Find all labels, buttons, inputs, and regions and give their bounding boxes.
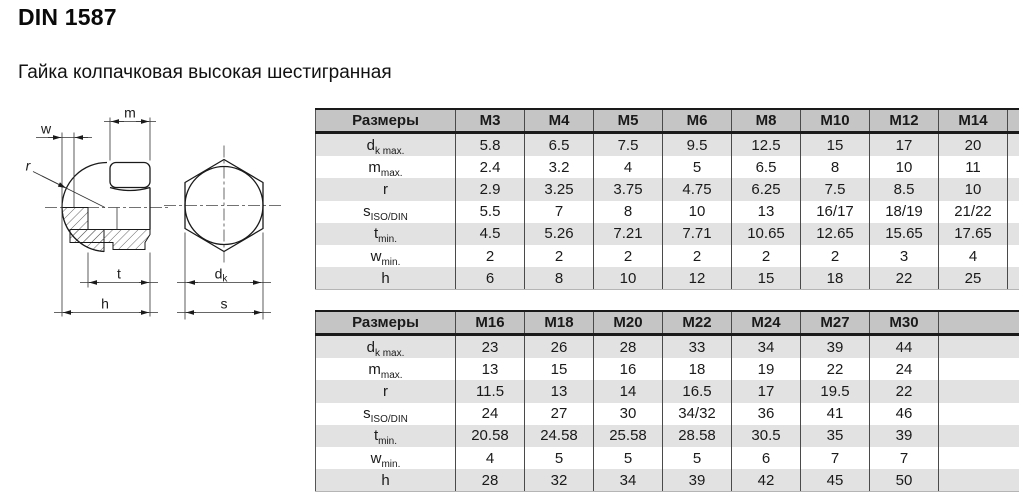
- value-cell: 28.58: [663, 425, 732, 447]
- value-cell: 7.71: [663, 223, 732, 245]
- filler-cell: [1008, 133, 1019, 157]
- value-cell: 25: [939, 267, 1008, 290]
- size-column-header: M10: [801, 109, 870, 133]
- parameter-symbol: h: [381, 471, 390, 489]
- dim-label-m: m: [124, 104, 136, 121]
- parameter-subscript: ISO/DIN: [370, 212, 408, 224]
- cap-nut-drawing-svg: [0, 103, 310, 328]
- size-corner-header: Размеры: [316, 311, 456, 335]
- filler-cell: [939, 380, 1019, 402]
- value-cell: 44: [870, 335, 939, 359]
- parameter-symbol: r: [383, 180, 388, 198]
- table-row: [316, 358, 1019, 380]
- value-cell: 25.58: [594, 425, 663, 447]
- value-cell: 14: [594, 380, 663, 402]
- value-cell: 6.5: [732, 156, 801, 178]
- size-column-header: M8: [732, 109, 801, 133]
- value-cell: 2: [732, 245, 801, 267]
- value-cell: 39: [663, 469, 732, 492]
- value-cell: 24: [870, 358, 939, 380]
- value-cell: 24: [456, 403, 525, 425]
- value-cell: 6.25: [732, 178, 801, 200]
- value-cell: 15: [801, 133, 870, 157]
- value-cell: 4: [594, 156, 663, 178]
- value-cell: 2: [594, 245, 663, 267]
- value-cell: 5.8: [456, 133, 525, 157]
- value-cell: 12.65: [801, 223, 870, 245]
- value-cell: 5.5: [456, 201, 525, 223]
- dimension-table-2-anchor: [315, 310, 1019, 492]
- value-cell: 11.5: [456, 380, 525, 402]
- value-cell: 19.5: [801, 380, 870, 402]
- size-column-header: M3: [456, 109, 525, 133]
- value-cell: 12.5: [732, 133, 801, 157]
- parameter-symbol: s: [363, 405, 371, 423]
- parameter-symbol: m: [368, 360, 381, 378]
- value-cell: 21/22: [939, 201, 1008, 223]
- r-arrow: [42, 176, 66, 188]
- parameter-label-cell: [316, 447, 456, 469]
- value-cell: 7.5: [801, 178, 870, 200]
- value-cell: 32: [525, 469, 594, 492]
- value-cell: 8: [594, 201, 663, 223]
- dim-label-w: w: [40, 120, 52, 137]
- parameter-subscript: k max.: [374, 347, 405, 359]
- parameter-label-cell: [316, 245, 456, 267]
- value-cell: 8.5: [870, 178, 939, 200]
- size-column-header: M14: [939, 109, 1008, 133]
- value-cell: 7: [801, 447, 870, 469]
- value-cell: 8: [801, 156, 870, 178]
- value-cell: 8: [525, 267, 594, 290]
- filler-cell: [1008, 156, 1019, 178]
- cap-nut-front-view: [164, 146, 284, 320]
- dim-label-t: t: [117, 265, 121, 282]
- value-cell: 2.4: [456, 156, 525, 178]
- value-cell: 19: [732, 358, 801, 380]
- value-cell: 5: [663, 156, 732, 178]
- value-cell: 3: [870, 245, 939, 267]
- value-cell: 22: [870, 267, 939, 290]
- value-cell: 34: [732, 335, 801, 359]
- value-cell: 24.58: [525, 425, 594, 447]
- parameter-label-cell: [316, 403, 456, 425]
- value-cell: 10: [663, 201, 732, 223]
- value-cell: 17: [732, 380, 801, 402]
- value-cell: 11: [939, 156, 1008, 178]
- table-row: [316, 425, 1019, 447]
- filler-cell: [939, 403, 1019, 425]
- value-cell: 10.65: [732, 223, 801, 245]
- value-cell: 2: [663, 245, 732, 267]
- parameter-symbol: t: [373, 427, 379, 445]
- size-column-header: M30: [870, 311, 939, 335]
- size-column-header: M6: [663, 109, 732, 133]
- parameter-label-cell: [316, 223, 456, 245]
- value-cell: 18: [663, 358, 732, 380]
- size-column-header: M27: [801, 311, 870, 335]
- parameter-subscript: min.: [378, 234, 398, 246]
- value-cell: 23: [456, 335, 525, 359]
- value-cell: 6: [732, 447, 801, 469]
- base-section-hatch: [70, 230, 150, 250]
- value-cell: 17.65: [939, 223, 1008, 245]
- dim-label-s: s: [220, 295, 228, 312]
- cap-nut-side-view: [26, 105, 170, 317]
- value-cell: 34/32: [663, 403, 732, 425]
- parameter-subscript: k max.: [374, 145, 405, 157]
- parameter-subscript: max.: [380, 369, 403, 381]
- table-row: [316, 267, 1019, 290]
- dimension-table-1-anchor: [315, 108, 1019, 290]
- value-cell: 3.2: [525, 156, 594, 178]
- value-cell: 7: [870, 447, 939, 469]
- value-cell: 2.9: [456, 178, 525, 200]
- value-cell: 13: [732, 201, 801, 223]
- value-cell: 9.5: [663, 133, 732, 157]
- value-cell: 15.65: [870, 223, 939, 245]
- value-cell: 27: [525, 403, 594, 425]
- parameter-symbol: w: [370, 449, 382, 467]
- value-cell: 5: [663, 447, 732, 469]
- table-row: [316, 469, 1019, 492]
- filler-cell: [939, 469, 1019, 492]
- value-cell: 13: [456, 358, 525, 380]
- value-cell: 26: [525, 335, 594, 359]
- parameter-symbol: h: [381, 269, 390, 287]
- value-cell: 18/19: [870, 201, 939, 223]
- parameter-label-cell: [316, 335, 456, 359]
- size-corner-header: Размеры: [316, 109, 456, 133]
- size-column-header: M12: [870, 109, 939, 133]
- value-cell: 18: [801, 267, 870, 290]
- value-cell: 36: [732, 403, 801, 425]
- table-row: [316, 245, 1019, 267]
- page-title: DIN 1587: [18, 4, 117, 30]
- value-cell: 34: [594, 469, 663, 492]
- value-cell: 3.25: [525, 178, 594, 200]
- parameter-symbol: d: [366, 136, 375, 154]
- parameter-label-cell: [316, 469, 456, 492]
- size-column-header: M4: [525, 109, 594, 133]
- value-cell: 45: [801, 469, 870, 492]
- table-row: [316, 335, 1019, 359]
- table-row: [316, 223, 1019, 245]
- size-column-header: M20: [594, 311, 663, 335]
- size-column-header: M22: [663, 311, 732, 335]
- parameter-symbol: r: [383, 382, 388, 400]
- size-column-header: M5: [594, 109, 663, 133]
- value-cell: 33: [663, 335, 732, 359]
- value-cell: 16.5: [663, 380, 732, 402]
- value-cell: 4.75: [663, 178, 732, 200]
- table-row: [316, 201, 1019, 223]
- parameter-subscript: min.: [381, 256, 401, 268]
- parameter-subscript: ISO/DIN: [370, 414, 408, 426]
- value-cell: 13: [525, 380, 594, 402]
- value-cell: 35: [801, 425, 870, 447]
- value-cell: 42: [732, 469, 801, 492]
- value-cell: 12: [663, 267, 732, 290]
- dim-label-h: h: [101, 295, 109, 312]
- filler-cell: [1008, 267, 1019, 290]
- filler-cell: [939, 335, 1019, 359]
- value-cell: 10: [594, 267, 663, 290]
- table-row: [316, 403, 1019, 425]
- value-cell: 30: [594, 403, 663, 425]
- value-cell: 41: [801, 403, 870, 425]
- filler-header: [1008, 109, 1019, 133]
- filler-header: [939, 311, 1019, 335]
- parameter-label-cell: [316, 380, 456, 402]
- value-cell: 28: [594, 335, 663, 359]
- dimensions-table-1: [315, 108, 1019, 290]
- value-cell: 20: [939, 133, 1008, 157]
- value-cell: 39: [870, 425, 939, 447]
- value-cell: 7: [525, 201, 594, 223]
- size-column-header: M18: [525, 311, 594, 335]
- value-cell: 4.5: [456, 223, 525, 245]
- value-cell: 7.21: [594, 223, 663, 245]
- value-cell: 20.58: [456, 425, 525, 447]
- dimensions-table-2: [315, 310, 1019, 492]
- value-cell: 6.5: [525, 133, 594, 157]
- filler-cell: [1008, 245, 1019, 267]
- size-column-header: M16: [456, 311, 525, 335]
- size-column-header: M24: [732, 311, 801, 335]
- filler-cell: [939, 425, 1019, 447]
- parameter-subscript: max.: [380, 167, 403, 179]
- table-row: [316, 133, 1019, 157]
- value-cell: 6: [456, 267, 525, 290]
- value-cell: 15: [732, 267, 801, 290]
- value-cell: 10: [870, 156, 939, 178]
- parameter-label-cell: [316, 156, 456, 178]
- cap-nut-technical-drawing: [0, 103, 310, 328]
- value-cell: 16: [594, 358, 663, 380]
- value-cell: 22: [801, 358, 870, 380]
- parameter-label-cell: [316, 267, 456, 290]
- value-cell: 46: [870, 403, 939, 425]
- dim-label-dk: $d_k$: [214, 265, 228, 285]
- value-cell: 39: [801, 335, 870, 359]
- page-subtitle: Гайка колпачковая высокая шестигранная: [18, 62, 392, 83]
- value-cell: 5.26: [525, 223, 594, 245]
- parameter-label-cell: [316, 133, 456, 157]
- parameter-label-cell: [316, 201, 456, 223]
- table-row: [316, 156, 1019, 178]
- parameter-symbol: t: [373, 225, 379, 243]
- value-cell: 7.5: [594, 133, 663, 157]
- table-row: [316, 447, 1019, 469]
- value-cell: 5: [594, 447, 663, 469]
- parameter-label-cell: [316, 178, 456, 200]
- parameter-symbol: m: [368, 158, 381, 176]
- value-cell: 22: [870, 380, 939, 402]
- value-cell: 2: [525, 245, 594, 267]
- parameter-symbol: d: [366, 338, 375, 356]
- value-cell: 5: [525, 447, 594, 469]
- parameter-label-cell: [316, 358, 456, 380]
- parameter-subscript: min.: [378, 436, 398, 448]
- value-cell: 28: [456, 469, 525, 492]
- parameter-label-cell: [316, 425, 456, 447]
- filler-cell: [1008, 178, 1019, 200]
- value-cell: 15: [525, 358, 594, 380]
- filler-cell: [939, 447, 1019, 469]
- value-cell: 17: [870, 133, 939, 157]
- dim-label-r: r: [25, 157, 31, 174]
- value-cell: 4: [456, 447, 525, 469]
- value-cell: 4: [939, 245, 1008, 267]
- table-row: [316, 178, 1019, 200]
- filler-cell: [939, 358, 1019, 380]
- value-cell: 2: [801, 245, 870, 267]
- value-cell: 3.75: [594, 178, 663, 200]
- value-cell: 30.5: [732, 425, 801, 447]
- filler-cell: [1008, 223, 1019, 245]
- filler-cell: [1008, 201, 1019, 223]
- value-cell: 16/17: [801, 201, 870, 223]
- parameter-symbol: w: [370, 247, 382, 265]
- value-cell: 2: [456, 245, 525, 267]
- value-cell: 10: [939, 178, 1008, 200]
- table-row: [316, 380, 1019, 402]
- parameter-symbol: s: [363, 203, 371, 221]
- parameter-subscript: min.: [381, 458, 401, 470]
- value-cell: 50: [870, 469, 939, 492]
- hex-top-facet: [110, 163, 150, 188]
